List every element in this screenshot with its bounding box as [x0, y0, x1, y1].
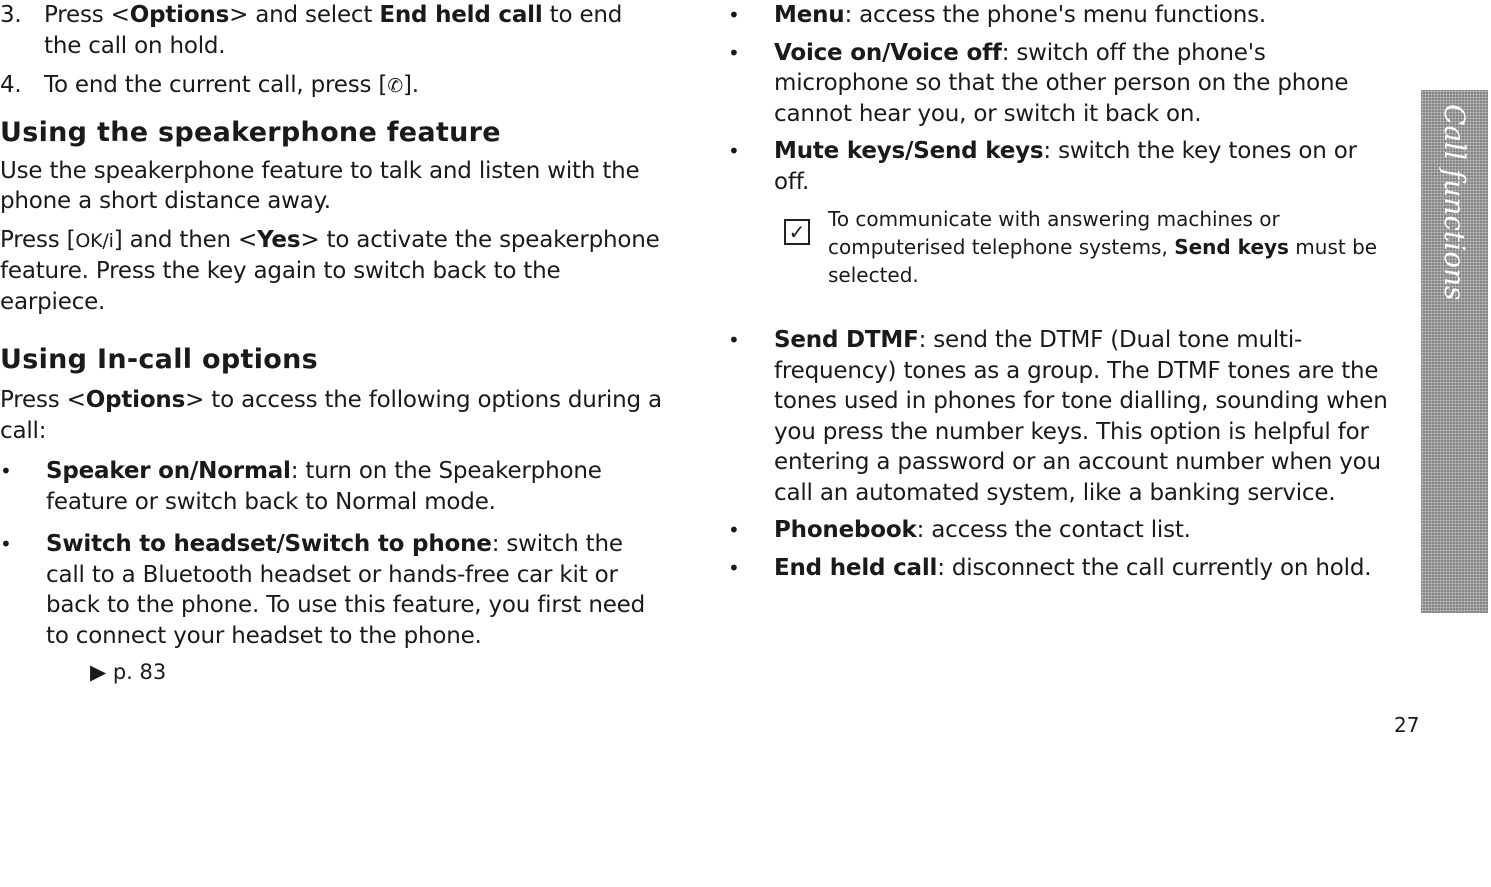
list-item: • Send DTMF: send the DTMF (Dual tone multi-frequency) tones as a group. The DTMF tones are the tones used in phones for tone dialling, sounding when you press the number keys. This option is helpful for entering a password or an account number when you call an automated system, like a banking service.: [728, 325, 1388, 508]
checkbox-icon: ✓: [784, 219, 810, 245]
list-item: • Phonebook: access the contact list.: [728, 515, 1388, 546]
step-3: 3. Press <Options> and select End held call to end the call on hold.: [0, 2, 623, 59]
incall-intro: Press <Options> to access the following options during a call:: [0, 387, 662, 444]
list-item: • Voice on/Voice off: switch off the phone's microphone so that the other person on the phone cannot hear you, or switch it back on.: [728, 38, 1388, 130]
right-column: [728, 0, 1388, 590]
speakerphone-intro: Use the speakerphone feature to talk and listen with the phone a short distance away.: [0, 157, 640, 214]
side-tab-label: Call functions: [1438, 104, 1471, 301]
step-4: 4. To end the current call, press [✆].: [0, 72, 419, 98]
list-item: • End held call: disconnect the call currently on hold.: [728, 553, 1388, 584]
page-reference: ▶ p. 83: [90, 660, 167, 684]
note-box: ✓ To communicate with answering machines or computerised telephone systems, Send keys must be selected.: [776, 205, 1388, 289]
incall-heading: Using In-call options: [0, 344, 318, 375]
list-item: • Switch to headset/Switch to phone: switch the call to a Bluetooth headset or hands-free car kit or back to the phone. To use this feature, you first need to connect your headset to the phone.: [0, 529, 665, 651]
speakerphone-instructions: Press [OK/i] and then <Yes> to activate the speakerphone feature. Press the key again to switch back to the earpiece.: [0, 226, 660, 315]
bullet-icon: •: [728, 139, 740, 163]
bullet-icon: •: [0, 459, 12, 483]
left-column: [0, 0, 665, 686]
speakerphone-heading: Using the speakerphone feature: [0, 116, 501, 148]
list-item: • Mute keys/Send keys: switch the key tones on or off.: [728, 136, 1388, 197]
bullet-icon: •: [728, 328, 740, 352]
bullet-icon: •: [728, 518, 740, 542]
bullet-icon: •: [728, 555, 740, 580]
list-item: • Menu: access the phone's menu functions.: [728, 0, 1388, 31]
end-call-key-icon: ✆: [387, 75, 403, 97]
side-tab: [1421, 90, 1488, 613]
list-item: • Speaker on/Normal: turn on the Speakerphone feature or switch back to Normal mode.: [0, 456, 665, 517]
bullet-icon: •: [728, 40, 740, 65]
ok-key-icon: OK/i: [75, 229, 114, 252]
bullet-icon: •: [0, 532, 12, 556]
bullet-icon: •: [728, 3, 740, 27]
page-number: 27: [1394, 713, 1420, 737]
